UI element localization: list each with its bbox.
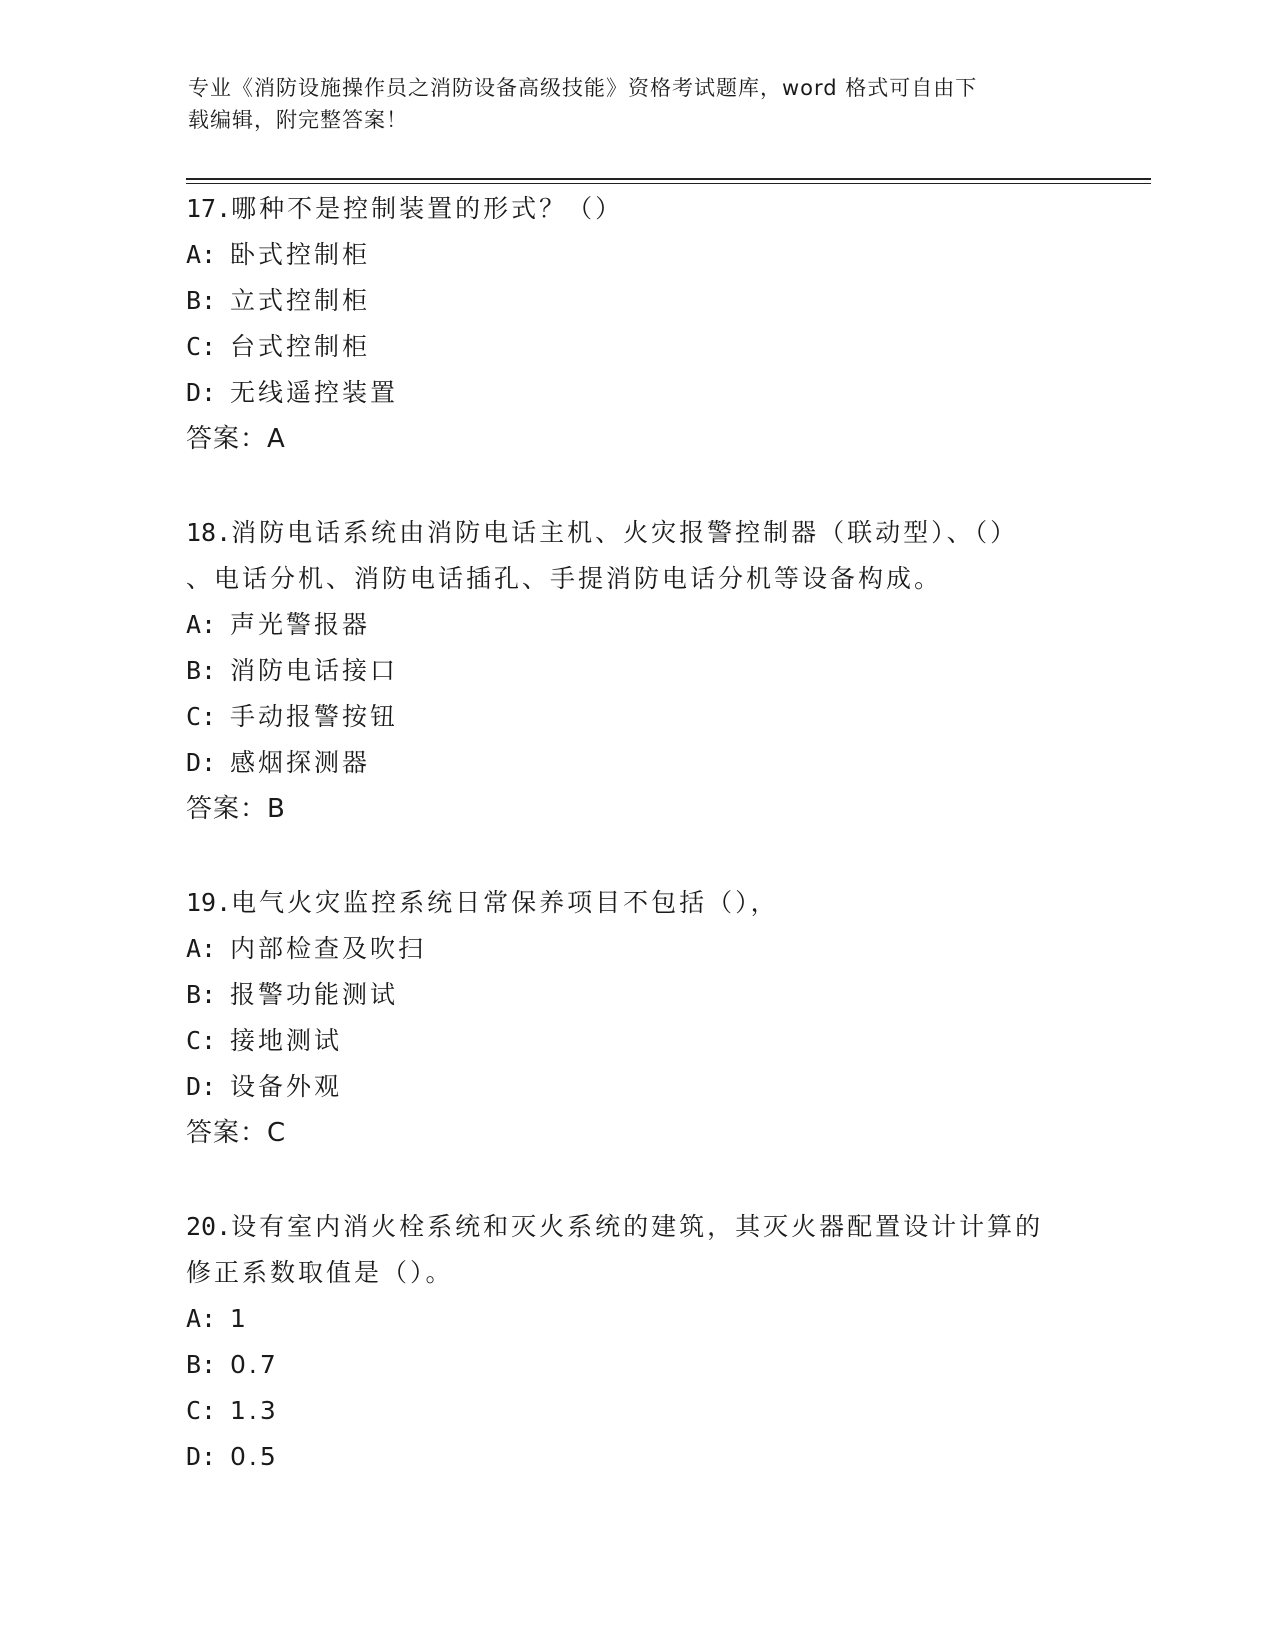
option-key: C: <box>186 1396 217 1425</box>
question-number: 17. <box>186 194 232 223</box>
option-key: A: <box>186 610 217 639</box>
option-d <box>186 740 1086 786</box>
option-a <box>186 602 1086 648</box>
option-a <box>186 1296 1086 1342</box>
option-key: C: <box>186 702 217 731</box>
option-a <box>186 232 1086 278</box>
option-key: D: <box>186 378 217 407</box>
option-key: B: <box>186 656 217 685</box>
option-text: 声光警报器 <box>230 610 371 639</box>
option-c <box>186 1388 1086 1434</box>
option-a <box>186 926 1086 972</box>
question-number: 20. <box>186 1212 232 1241</box>
option-d <box>186 370 1086 416</box>
option-text: 报警功能测试 <box>230 980 399 1009</box>
question-text <box>186 880 1086 926</box>
option-b <box>186 278 1086 324</box>
option-key: D: <box>186 1072 217 1101</box>
question-text <box>186 186 1086 232</box>
option-text: 消防电话接口 <box>230 656 399 685</box>
header-line-2: 载编辑，附完整答案！ <box>188 108 408 132</box>
option-key: D: <box>186 1442 217 1471</box>
option-text: 手动报警按钮 <box>230 702 399 731</box>
option-text: 设备外观 <box>230 1072 343 1101</box>
answer-line: 答案：A <box>186 424 286 454</box>
document-header <box>188 72 1068 136</box>
question-body: 电气火灾监控系统日常保养项目不包括（）， <box>231 888 779 917</box>
question-text <box>186 510 1086 556</box>
option-b <box>186 1342 1086 1388</box>
question-20 <box>186 1204 1086 1480</box>
option-text: 0.7 <box>230 1350 279 1379</box>
option-key: B: <box>186 980 217 1009</box>
option-key: C: <box>186 1026 217 1055</box>
option-text: 感烟探测器 <box>230 748 371 777</box>
option-c <box>186 1018 1086 1064</box>
question-body: 哪种不是控制装置的形式？（） <box>231 194 624 223</box>
option-text: 1.3 <box>230 1396 279 1425</box>
question-number: 19. <box>186 888 232 917</box>
option-text: 无线遥控装置 <box>230 378 399 407</box>
question-17 <box>186 186 1086 462</box>
option-b <box>186 972 1086 1018</box>
option-text: 卧式控制柜 <box>230 240 371 269</box>
option-b <box>186 648 1086 694</box>
option-text: 内部检查及吹扫 <box>230 934 427 963</box>
option-key: D: <box>186 748 217 777</box>
option-key: A: <box>186 934 217 963</box>
question-text-continued: 、电话分机、消防电话插孔、手提消防电话分机等设备构成。 <box>186 564 943 593</box>
option-text: 0.5 <box>230 1442 279 1471</box>
option-d <box>186 1434 1086 1480</box>
header-divider-thin <box>186 183 1151 184</box>
option-key: A: <box>186 1304 217 1333</box>
answer-line: 答案：B <box>186 794 286 824</box>
question-body: 消防电话系统由消防电话主机、火灾报警控制器（联动型）、（） <box>231 518 1019 547</box>
option-c <box>186 324 1086 370</box>
question-18 <box>186 510 1086 832</box>
question-text-continued: 修正系数取值是（）。 <box>186 1258 454 1287</box>
answer-line: 答案：C <box>186 1118 287 1148</box>
question-text <box>186 1204 1086 1250</box>
question-19 <box>186 880 1086 1156</box>
option-text: 接地测试 <box>230 1026 343 1055</box>
option-key: B: <box>186 286 217 315</box>
option-key: A: <box>186 240 217 269</box>
header-divider-thick <box>186 178 1151 180</box>
option-text: 立式控制柜 <box>230 286 371 315</box>
option-key: B: <box>186 1350 217 1379</box>
question-body: 设有室内消火栓系统和灭火系统的建筑，其灭火器配置设计计算的 <box>231 1212 1044 1241</box>
header-line-1: 专业《消防设施操作员之消防设备高级技能》资格考试题库，word 格式可自由下 <box>188 76 978 100</box>
option-key: C: <box>186 332 217 361</box>
option-text: 台式控制柜 <box>230 332 371 361</box>
question-number: 18. <box>186 518 232 547</box>
option-d <box>186 1064 1086 1110</box>
question-list <box>186 186 1086 1528</box>
option-c <box>186 694 1086 740</box>
option-text: 1 <box>230 1304 249 1333</box>
